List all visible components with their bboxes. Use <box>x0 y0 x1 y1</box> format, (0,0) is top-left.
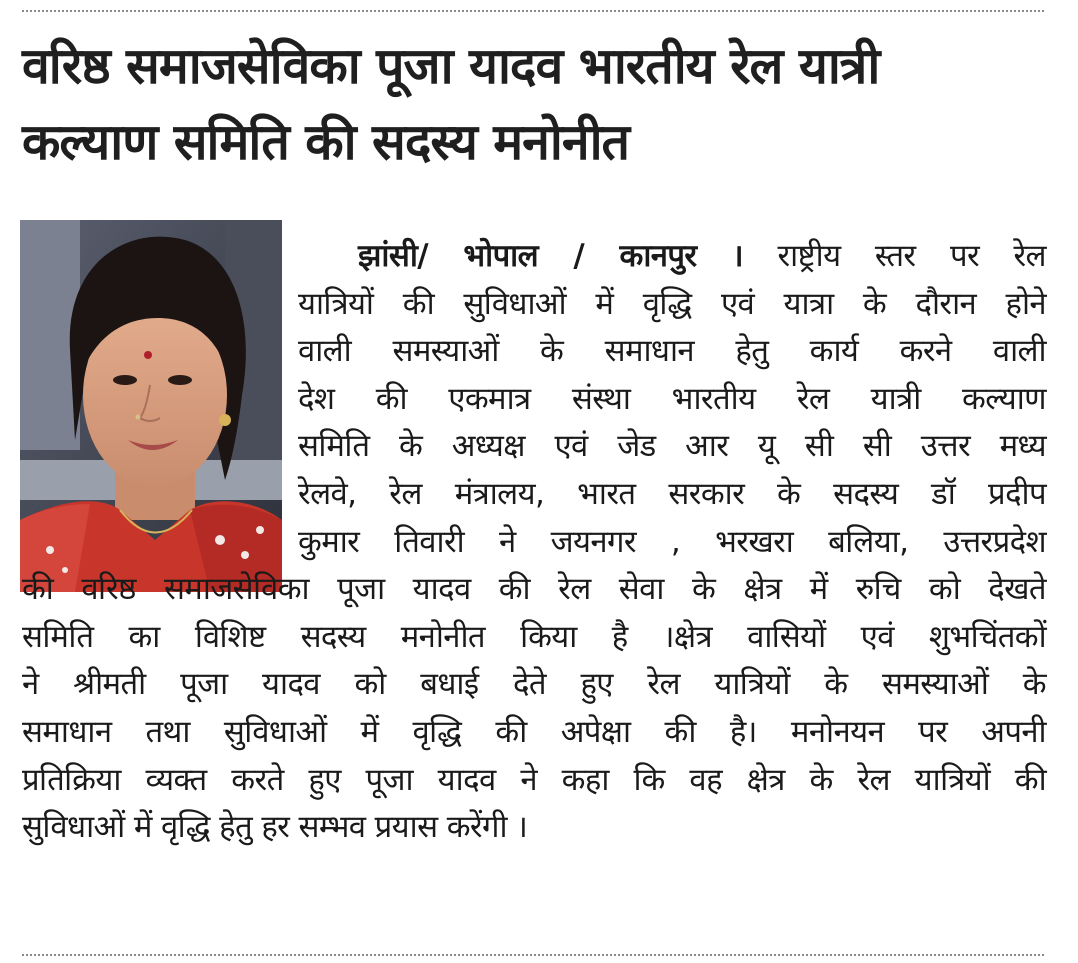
dateline: झांसी/ भोपाल / कानपुर । <box>358 238 743 274</box>
article-line: यात्रियों की सुविधाओं में वृद्धि एवं यात्रा के दौरान होने <box>298 285 1046 322</box>
top-dotted-rule <box>22 10 1044 12</box>
article-line: झांसी/ भोपाल / कानपुर । राष्ट्रीय स्तर पर रेल <box>358 238 1046 274</box>
article-line: देश की एकमात्र संस्था भारतीय रेल यात्री कल्याण <box>298 380 1046 417</box>
headline-line-2: कल्याण समिति की सदस्य मनोनीत <box>22 113 630 171</box>
article-line: रेलवे, रेल मंत्रालय, भारत सरकार के सदस्य डॉ प्रदीप <box>298 475 1046 512</box>
article-body <box>22 233 1046 852</box>
article-line: ने श्रीमती पूजा यादव को बधाई देते हुए रेल यात्रियों के समस्याओं के <box>22 666 1046 703</box>
article-line: की वरिष्ठ समाजसेविका पूजा यादव की रेल सेवा के क्षेत्र में रुचि को देखते <box>22 571 1046 608</box>
headline-line-1: वरिष्ठ समाजसेविका पूजा यादव भारतीय रेल यात्री <box>22 37 880 95</box>
headline <box>22 28 1042 180</box>
article-line: सुविधाओं में वृद्धि हेतु हर सम्भव प्रयास करेंगी । <box>22 809 528 846</box>
article-line: समिति के अध्यक्ष एवं जेड आर यू सी सी उत्तर मध्य <box>298 428 1046 465</box>
bottom-dotted-rule <box>22 954 1044 956</box>
article-line: वाली समस्याओं के समाधान हेतु कार्य करने वाली <box>298 333 1046 370</box>
article-line: प्रतिक्रिया व्यक्त करते हुए पूजा यादव ने कहा कि वह क्षेत्र के रेल यात्रियों की <box>22 761 1046 798</box>
article-line: समाधान तथा सुविधाओं में वृद्धि की अपेक्षा की है। मनोनयन पर अपनी <box>22 713 1046 750</box>
article-line: समिति का विशिष्ट सदस्य मनोनीत किया है ।क्षेत्र वासियों एवं शुभचिंतकों <box>22 618 1046 655</box>
article-line: कुमार तिवारी ने जयनगर , भरखरा बलिया, उत्तरप्रदेश <box>298 523 1046 560</box>
